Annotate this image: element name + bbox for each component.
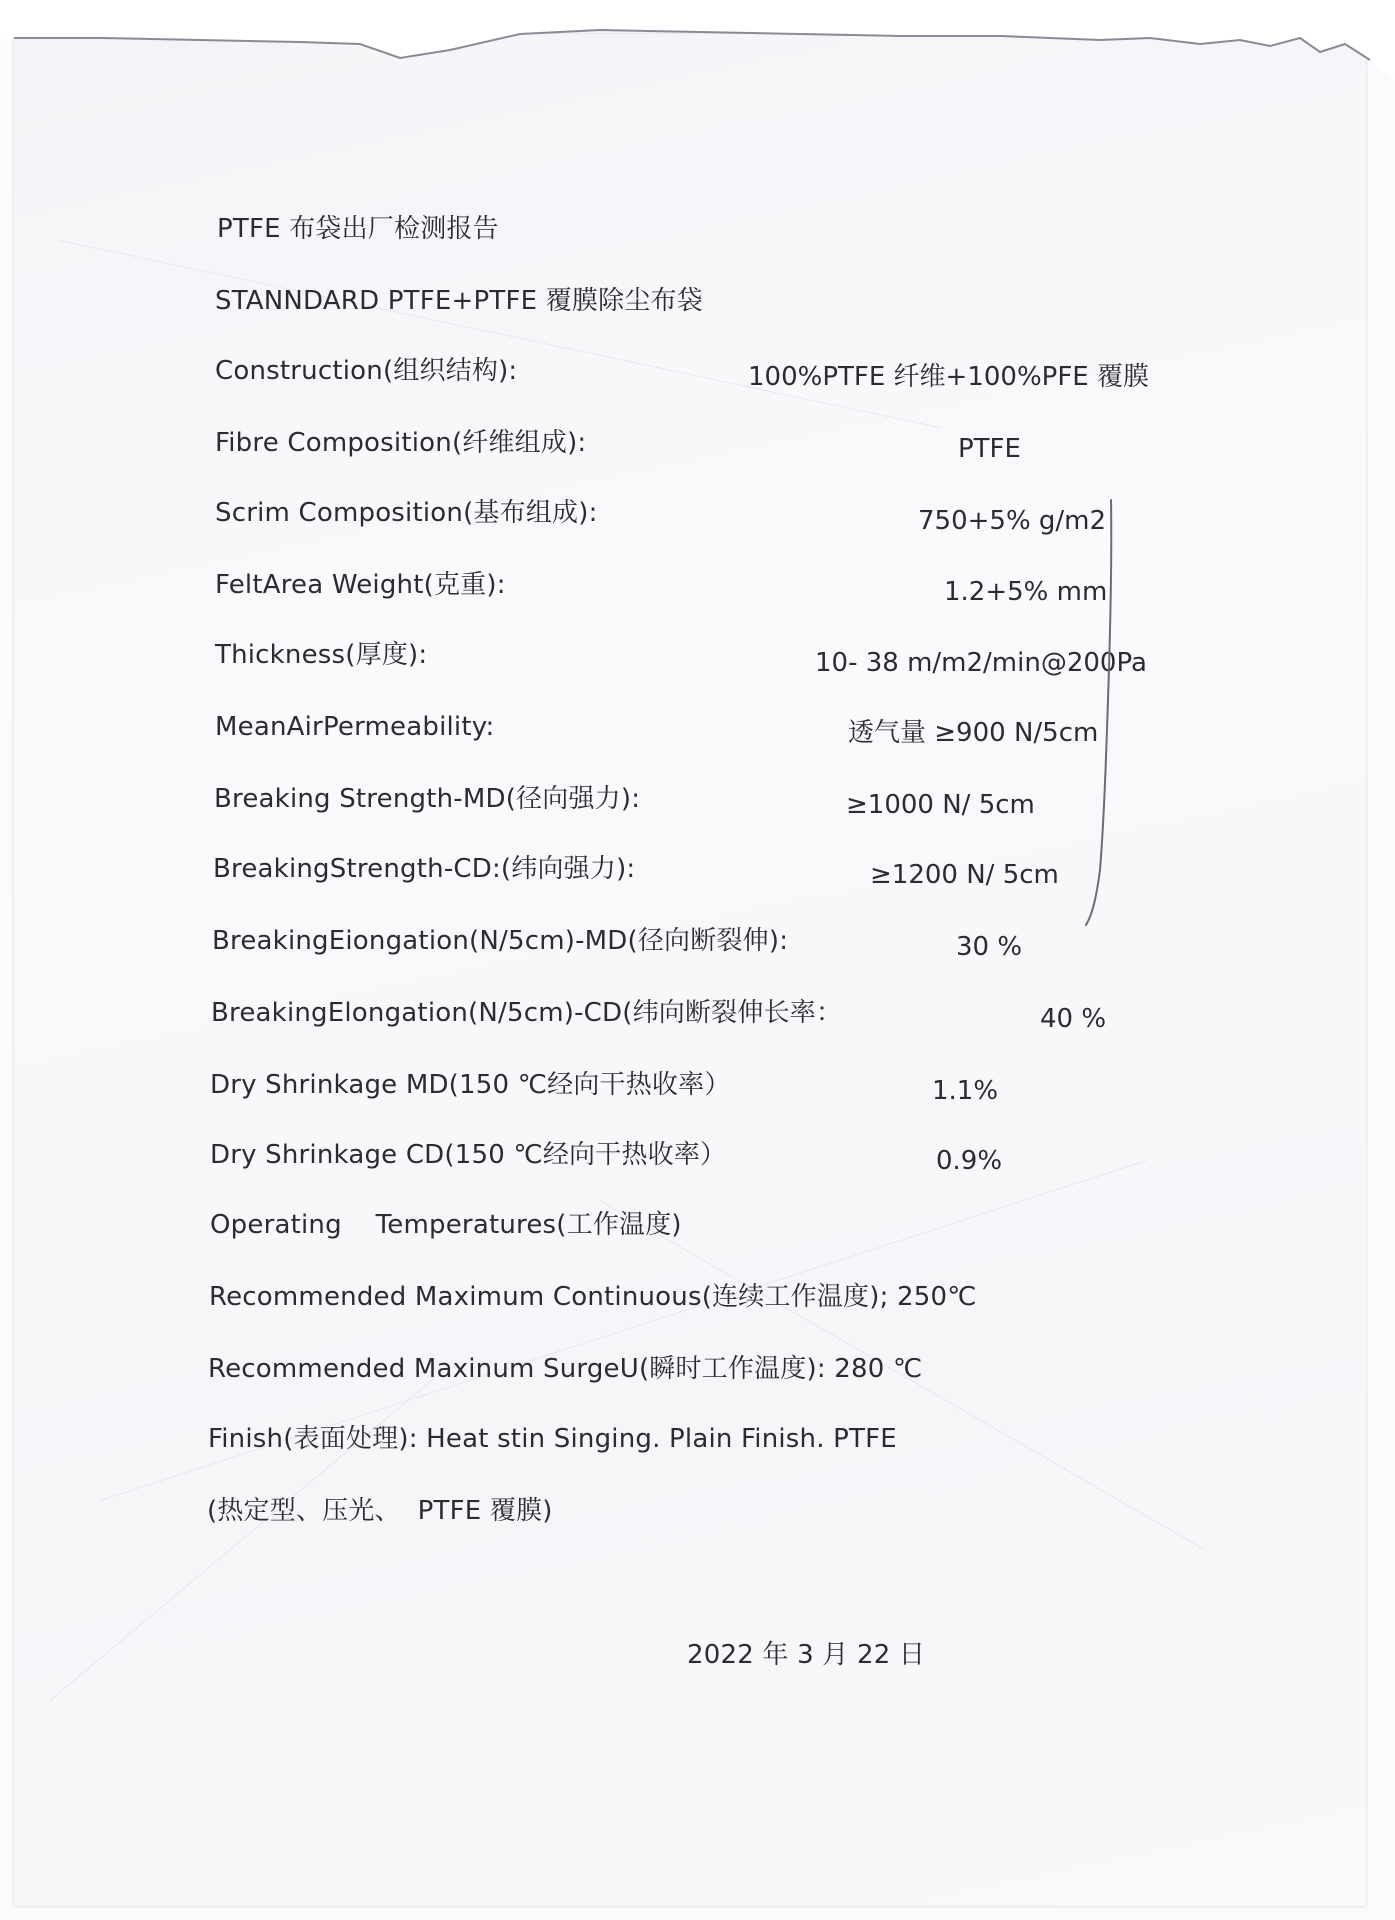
spec-label-permeability: MeanAirPermeability:	[215, 712, 495, 742]
operating-temperatures-heading: Operating Temperatures(工作温度)	[210, 1210, 682, 1240]
spec-label-elongation-cd: BreakingElongation(N/5cm)-CD(纬向断裂伸长率：	[211, 998, 843, 1028]
document-title: PTFE 布袋出厂检测报告	[217, 214, 499, 244]
max-continuous-temperature: Recommended Maximum Continuous(连续工作温度); 250℃	[209, 1282, 977, 1312]
spec-label-strength-md: Breaking Strength-MD(径向强力):	[214, 784, 641, 814]
spec-value-scrim: 750+5% g/m2	[918, 506, 1107, 536]
spec-label-weight: FeltArea Weight(克重):	[215, 570, 506, 600]
spec-label-elongation-md: BreakingEiongation(N/5cm)-MD(径向断裂伸):	[212, 926, 789, 956]
spec-label-scrim: Scrim Composition(基布组成):	[215, 498, 598, 528]
spec-value-elongation-cd: 40 %	[1040, 1004, 1107, 1034]
spec-value-elongation-md: 30 %	[956, 932, 1023, 962]
spec-value-shrinkage-cd: 0.9%	[936, 1146, 1003, 1176]
max-surge-temperature: Recommended Maxinum SurgeU(瞬时工作温度): 280 ℃	[208, 1354, 923, 1384]
finish-description-cn: (热定型、压光、 PTFE 覆膜)	[207, 1496, 553, 1526]
document-subtitle: STANNDARD PTFE+PTFE 覆膜除尘布袋	[215, 286, 703, 316]
finish-description: Finish(表面处理): Heat stin Singing. Plain Finish. PTFE	[208, 1424, 897, 1454]
spec-label-construction: Construction(组织结构):	[215, 356, 518, 386]
spec-value-weight: 1.2+5% mm	[944, 577, 1108, 607]
spec-value-shrinkage-md: 1.1%	[932, 1076, 999, 1106]
spec-value-fibre: PTFE	[958, 434, 1021, 464]
spec-label-shrinkage-md: Dry Shrinkage MD(150 ℃经向干热收率）	[210, 1070, 731, 1100]
spec-label-thickness: Thickness(厚度):	[215, 640, 428, 670]
spec-value-construction: 100%PTFE 纤维+100%PFE 覆膜	[748, 362, 1149, 392]
spec-label-fibre: Fibre Composition(纤维组成):	[215, 428, 587, 458]
spec-value-permeability: 透气量 ≥900 N/5cm	[848, 718, 1099, 748]
spec-label-strength-cd: BreakingStrength-CD:(纬向强力):	[213, 854, 636, 884]
spec-value-strength-cd: ≥1200 N/ 5cm	[870, 860, 1059, 890]
spec-value-strength-md: ≥1000 N/ 5cm	[846, 790, 1035, 820]
spec-label-shrinkage-cd: Dry Shrinkage CD(150 ℃经向干热收率）	[210, 1140, 727, 1170]
spec-value-thickness: 10- 38 m/m2/min@200Pa	[815, 648, 1147, 678]
report-date: 2022 年 3 月 22 日	[687, 1640, 926, 1670]
